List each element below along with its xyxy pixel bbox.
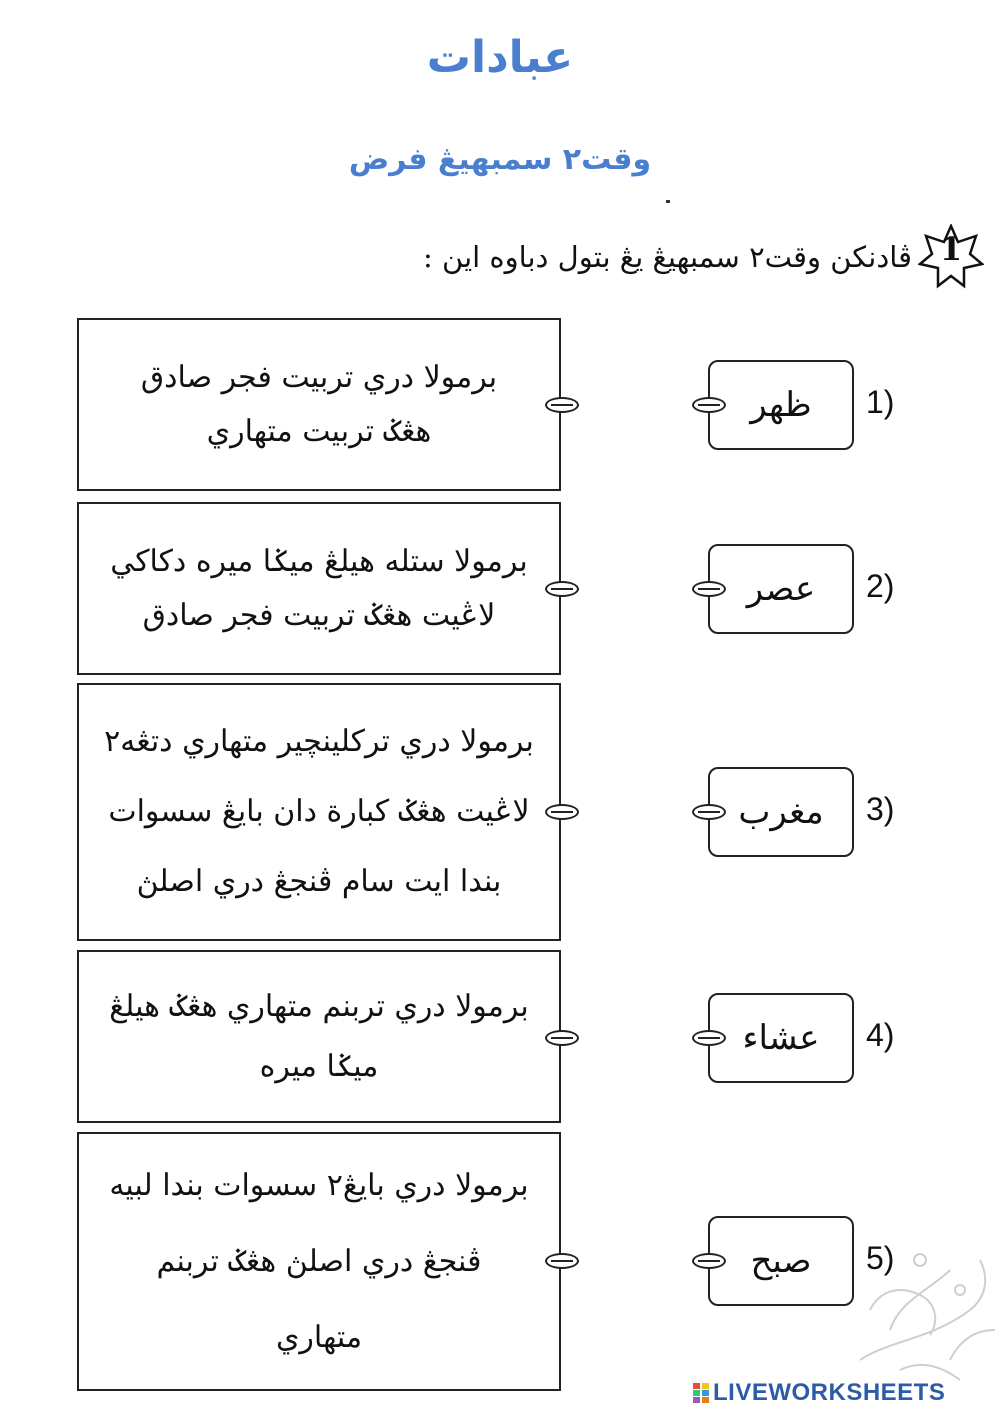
exercise-number: 1 — [939, 230, 963, 268]
liveworksheets-brand: LIVEWORKSHEETS — [713, 1379, 946, 1406]
page-title: عبادات — [426, 32, 574, 83]
description-line: برمولا دري تركلينچير متهاري دتڠه٢ — [104, 724, 534, 759]
item-number-4: 4) — [866, 1017, 895, 1053]
description-connector-2[interactable] — [545, 581, 579, 597]
description-connector-1[interactable] — [545, 397, 579, 413]
description-connector-3[interactable] — [545, 804, 579, 820]
description-line: لاڠيت هڠݢ تربيت فجر صادق — [142, 597, 496, 633]
description-box-4[interactable] — [77, 950, 561, 1123]
prayer-box-5[interactable]: صبح — [708, 1216, 854, 1306]
description-box-3[interactable] — [77, 683, 561, 941]
item-number-2: 2) — [866, 568, 895, 604]
prayer-connector-1[interactable] — [692, 397, 726, 413]
item-number-3: 3) — [866, 791, 895, 827]
prayer-connector-5[interactable] — [692, 1253, 726, 1269]
description-line: برمولا دري تربنم متهاري هڠݢ هيلڠ — [109, 988, 529, 1024]
instruction-text: ڤادنكن وقت٢ سمبهيڠ يڠ بتول دباوه اين : — [423, 240, 912, 274]
description-line: هڠݢ تربيت متهاري — [206, 413, 432, 449]
description-line: ميݢا ميره — [259, 1048, 379, 1084]
item-number-1: 1) — [866, 384, 895, 420]
prayer-connector-4[interactable] — [692, 1030, 726, 1046]
liveworksheets-icon — [692, 1382, 710, 1404]
description-line: بندا ايت سام ڤنجڠ دري اصلڽ — [136, 864, 502, 899]
description-line: متهاري — [275, 1319, 363, 1355]
description-line: لاڠيت هڠݢ كبارة دان بايڠ سسوات — [108, 794, 530, 829]
description-box-1[interactable] — [77, 318, 561, 491]
liveworksheets-logo — [692, 1380, 945, 1406]
prayer-connector-2[interactable] — [692, 581, 726, 597]
calligraphy-watermark-icon — [800, 1190, 1000, 1390]
prayer-box-1[interactable]: ظهر — [708, 360, 854, 450]
page-subtitle: وقت٢ سمبهيڠ فرض — [348, 142, 652, 177]
item-number-5: 5) — [866, 1240, 895, 1276]
description-line: برمولا دري تربيت فجر صادق — [140, 359, 498, 395]
description-line: ڤنجڠ دري اصلڽ هڠݢ تربنم — [156, 1243, 482, 1279]
prayer-connector-3[interactable] — [692, 804, 726, 820]
prayer-box-2[interactable]: عصر — [708, 544, 854, 634]
prayer-box-3[interactable]: مغرب — [708, 767, 854, 857]
description-connector-5[interactable] — [545, 1253, 579, 1269]
description-line: برمولا دري بايڠ٢ سسوات بندا لبيه — [109, 1167, 529, 1203]
description-connector-4[interactable] — [545, 1030, 579, 1046]
prayer-box-4[interactable]: عشاء — [708, 993, 854, 1083]
stray-mark — [666, 200, 670, 203]
description-box-2[interactable] — [77, 502, 561, 675]
description-line: برمولا ستله هيلڠ ميݢا ميره دكاكي — [110, 543, 528, 579]
description-box-5[interactable] — [77, 1132, 561, 1391]
